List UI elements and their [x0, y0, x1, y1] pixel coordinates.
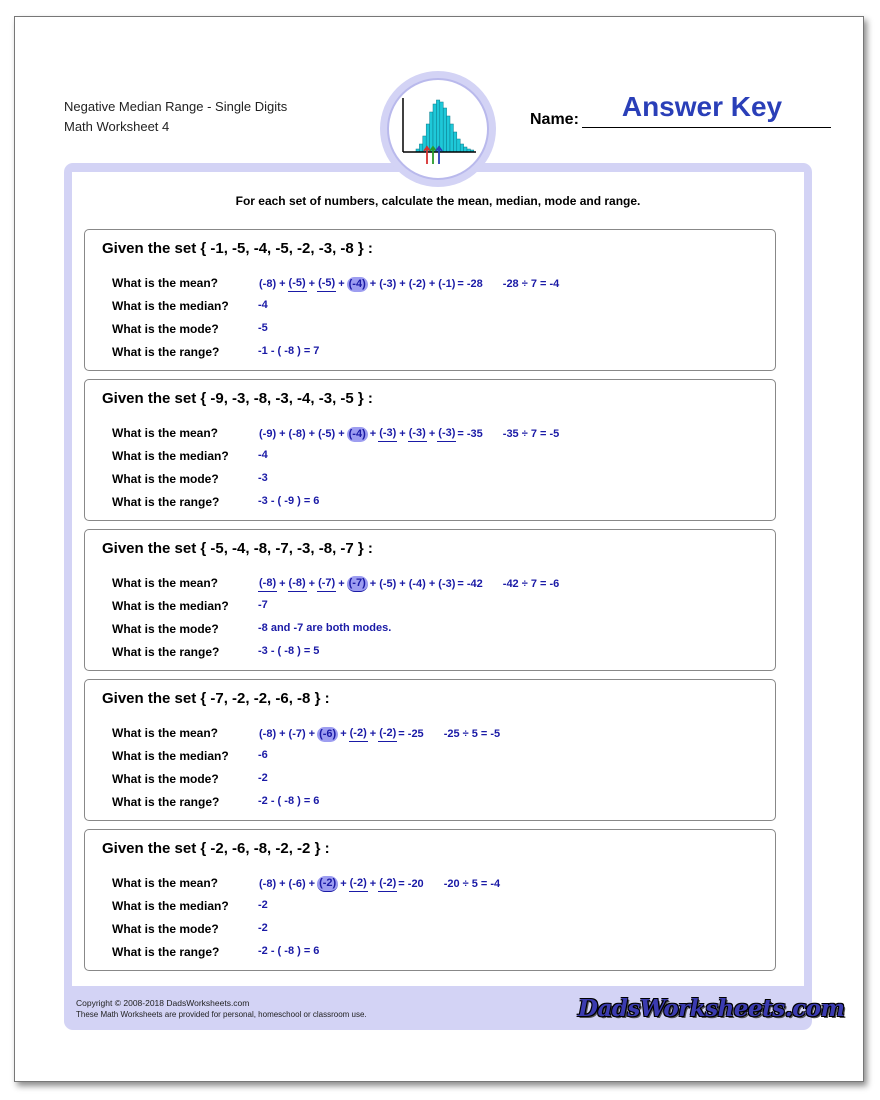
median-answer: -7 — [258, 599, 268, 611]
problem-given-set: Given the set { -1, -5, -4, -5, -2, -3, -8 } : — [102, 240, 373, 257]
plus-sign: + — [338, 278, 345, 290]
plus-sign: + — [369, 428, 377, 440]
plus-sign: + — [279, 428, 286, 440]
question-range: What is the range? — [112, 495, 220, 509]
histogram-bar — [457, 139, 460, 152]
range-answer: -1 - ( -8 ) = 7 — [258, 345, 320, 357]
mode-answer: -8 and -7 are both modes. — [258, 622, 392, 634]
question-median: What is the median? — [112, 899, 229, 913]
plus-sign: + — [308, 878, 316, 890]
mean-term: (-7) — [288, 727, 306, 740]
question-range: What is the range? — [112, 945, 220, 959]
range-answer: -3 - ( -8 ) = 5 — [258, 645, 320, 657]
plus-sign: + — [428, 578, 436, 590]
mean-division: -42 ÷ 7 = -6 — [502, 578, 560, 590]
question-mode: What is the mode? — [112, 322, 219, 336]
mean-term: (-4) — [348, 427, 366, 440]
title-line-1: Negative Median Range - Single Digits — [64, 99, 288, 114]
plus-sign: + — [308, 428, 316, 440]
plus-sign: + — [428, 278, 436, 290]
question-mode: What is the mode? — [112, 922, 219, 936]
mean-term: (-2) — [349, 726, 368, 742]
plus-sign: + — [369, 278, 377, 290]
mean-division: -35 ÷ 7 = -5 — [502, 428, 560, 440]
plus-sign: + — [279, 578, 286, 590]
problem-box — [84, 529, 776, 671]
histogram-bar — [443, 108, 446, 152]
question-median: What is the median? — [112, 299, 229, 313]
mean-term: (-5) — [318, 427, 336, 440]
question-median: What is the median? — [112, 449, 229, 463]
problem-given-set: Given the set { -5, -4, -8, -7, -3, -8, -7 } : — [102, 540, 373, 557]
plus-sign: + — [399, 578, 406, 590]
name-label: Name: — [530, 111, 579, 128]
mode-answer: -3 — [258, 472, 268, 484]
mean-sum: = -35 — [457, 428, 483, 440]
plus-sign: + — [399, 428, 406, 440]
question-range: What is the range? — [112, 645, 220, 659]
problem-given-set: Given the set { -7, -2, -2, -6, -8 } : — [102, 690, 330, 707]
mean-term: (-2) — [349, 876, 368, 892]
mean-term: (-8) — [288, 427, 306, 440]
histogram-bar — [447, 116, 450, 152]
plus-sign: + — [279, 728, 286, 740]
range-answer: -2 - ( -8 ) = 6 — [258, 795, 320, 807]
question-median: What is the median? — [112, 599, 229, 613]
median-answer: -2 — [258, 899, 268, 911]
mean-term: (-5) — [379, 577, 397, 590]
median-answer: -4 — [258, 299, 268, 311]
problem-box — [84, 229, 776, 371]
mode-answer: -5 — [258, 322, 268, 334]
range-answer: -3 - ( -9 ) = 6 — [258, 495, 320, 507]
problem-given-set: Given the set { -9, -3, -8, -3, -4, -3, -5 } : — [102, 390, 373, 407]
mean-term: (-3) — [408, 426, 427, 442]
mean-answer — [258, 876, 500, 892]
histogram-bar — [430, 112, 433, 152]
mean-term: (-3) — [378, 426, 397, 442]
mean-term: (-6) — [288, 877, 306, 890]
plus-sign: + — [279, 878, 286, 890]
mean-term: (-4) — [348, 277, 366, 290]
title-line-2: Math Worksheet 4 — [64, 119, 170, 134]
median-answer: -6 — [258, 749, 268, 761]
plus-sign: + — [369, 578, 377, 590]
question-mode: What is the mode? — [112, 622, 219, 636]
mean-division: -20 ÷ 5 = -4 — [443, 878, 501, 890]
question-median: What is the median? — [112, 749, 229, 763]
instructions: For each set of numbers, calculate the mean, median, mode and range. — [235, 194, 641, 208]
plus-sign: + — [338, 578, 345, 590]
problem-box — [84, 829, 776, 971]
mean-term: (-4) — [408, 577, 426, 590]
copyright-text: Copyright © 2008-2018 DadsWorksheets.com — [76, 998, 250, 1008]
mean-sum: = -42 — [457, 578, 483, 590]
answer-key-label: Answer Key — [621, 91, 783, 122]
mean-sum: = -20 — [398, 878, 424, 890]
question-mode: What is the mode? — [112, 772, 219, 786]
mean-term: (-2) — [378, 726, 397, 742]
plus-sign: + — [308, 278, 316, 290]
question-mean: What is the mean? — [112, 726, 219, 740]
mean-term: (-7) — [317, 576, 336, 592]
histogram-bar — [453, 132, 456, 152]
mean-division: -25 ÷ 5 = -5 — [443, 728, 501, 740]
plus-sign: + — [369, 728, 377, 740]
mean-term: (-8) — [288, 576, 307, 592]
histogram-bar — [440, 102, 443, 152]
mean-term: (-8) — [259, 727, 277, 740]
footer-copyright — [76, 997, 367, 1021]
question-mean: What is the mean? — [112, 876, 219, 890]
plus-sign: + — [308, 728, 316, 740]
question-mean: What is the mean? — [112, 276, 219, 290]
question-range: What is the range? — [112, 345, 220, 359]
mean-term: (-8) — [259, 277, 277, 290]
median-answer: -4 — [258, 449, 268, 461]
mean-answer — [258, 576, 559, 592]
mean-term: (-3) — [438, 577, 456, 590]
plus-sign: + — [369, 878, 377, 890]
mean-answer — [258, 726, 500, 742]
histogram-bar — [450, 124, 453, 152]
mean-term: (-8) — [259, 877, 277, 890]
mean-term: (-5) — [317, 276, 336, 292]
mode-answer: -2 — [258, 772, 268, 784]
mean-term: (-9) — [259, 427, 277, 440]
mean-division: -28 ÷ 7 = -4 — [502, 278, 560, 290]
question-mean: What is the mean? — [112, 576, 219, 590]
mean-term: (-6) — [319, 727, 337, 740]
plus-sign: + — [428, 428, 436, 440]
mean-term: (-2) — [378, 876, 397, 892]
problem-box — [84, 379, 776, 521]
brand-logo: DadsWorksheets.com — [578, 995, 845, 1022]
histogram-bar — [433, 104, 436, 152]
bell-curve-histogram-icon — [398, 90, 478, 166]
mean-term: (-3) — [437, 426, 456, 442]
histogram-bar — [460, 144, 463, 152]
range-answer: -2 - ( -8 ) = 6 — [258, 945, 320, 957]
plus-sign: + — [340, 728, 347, 740]
mean-term: (-2) — [317, 876, 338, 892]
mean-term: (-8) — [258, 576, 277, 592]
name-field-line — [582, 127, 831, 128]
mean-term: (-1) — [438, 277, 456, 290]
plus-sign: + — [338, 428, 345, 440]
mean-sum: = -25 — [398, 728, 424, 740]
mean-answer — [258, 276, 559, 292]
histogram-bar — [419, 144, 422, 152]
plus-sign: + — [308, 578, 316, 590]
mean-term: (-5) — [288, 276, 307, 292]
histogram-bar — [436, 100, 439, 152]
mean-answer — [258, 426, 559, 442]
question-mean: What is the mean? — [112, 426, 219, 440]
plus-sign: + — [399, 278, 406, 290]
mean-term: (-2) — [408, 277, 426, 290]
plus-sign: + — [279, 278, 286, 290]
mean-term: (-7) — [347, 576, 368, 592]
mean-term: (-3) — [379, 277, 397, 290]
worksheet-title — [64, 97, 287, 137]
question-range: What is the range? — [112, 795, 220, 809]
mean-sum: = -28 — [457, 278, 483, 290]
plus-sign: + — [340, 878, 347, 890]
mode-answer: -2 — [258, 922, 268, 934]
problem-given-set: Given the set { -2, -6, -8, -2, -2 } : — [102, 840, 330, 857]
problem-box — [84, 679, 776, 821]
usage-note: These Math Worksheets are provided for personal, homeschool or classroom use. — [76, 1010, 367, 1019]
question-mode: What is the mode? — [112, 472, 219, 486]
